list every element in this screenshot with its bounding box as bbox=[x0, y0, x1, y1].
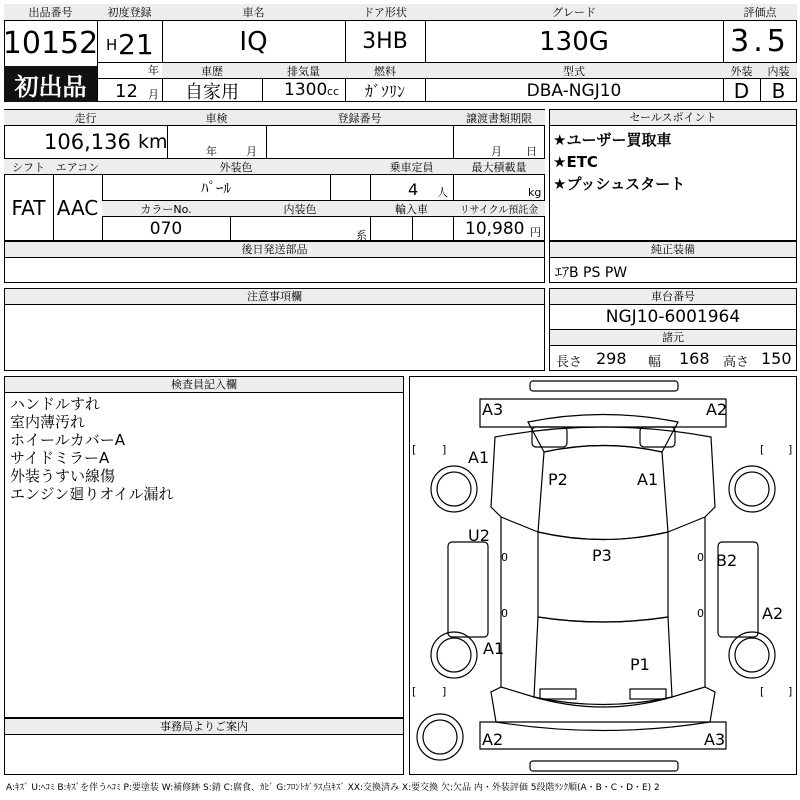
lot-number-label: 出品番号 bbox=[4, 4, 97, 20]
bracket-mark: [ bbox=[412, 685, 417, 698]
score-label: 評価点 bbox=[723, 4, 797, 20]
interior-color-unit: 系 bbox=[356, 229, 367, 242]
dimensions-label: 諸元 bbox=[550, 330, 796, 346]
interior-color-label: 内装色 bbox=[230, 201, 370, 216]
aircon-value: AAC bbox=[56, 196, 99, 220]
damage-mark: P3 bbox=[592, 546, 612, 565]
exterior-color-label: 外装色 bbox=[102, 159, 370, 174]
damage-mark: A2 bbox=[762, 604, 784, 623]
damage-mark: A2 bbox=[482, 730, 504, 749]
sales-point-item: ★ユーザー買取車 bbox=[553, 131, 672, 149]
first-registration-label: 初度登録 bbox=[97, 4, 162, 20]
interior-grade: B bbox=[771, 78, 786, 103]
bracket-mark: [ bbox=[760, 685, 765, 698]
displacement-label: 排気量 bbox=[262, 63, 345, 78]
door-type-label: ドア形状 bbox=[345, 4, 425, 20]
bracket-mark: ] bbox=[442, 685, 447, 698]
equipment-label: 純正装備 bbox=[550, 242, 796, 258]
damage-mark: A3 bbox=[704, 730, 726, 749]
model-label: 型式 bbox=[425, 63, 723, 78]
zero-mark: 0 bbox=[501, 551, 508, 564]
equipment-value: ｴｱB PS PW bbox=[555, 265, 628, 281]
history-label: 車歴 bbox=[162, 63, 262, 78]
mileage-value: 106,136 bbox=[44, 130, 131, 154]
mileage-label: 走行 bbox=[4, 110, 167, 125]
damage-mark: A1 bbox=[468, 448, 490, 467]
sales-point-item: ★プッシュスタート bbox=[553, 175, 686, 193]
car-outline-graphic bbox=[410, 377, 796, 774]
damage-mark: A1 bbox=[483, 639, 505, 658]
displacement-unit: cc bbox=[327, 85, 340, 98]
color-number: 070 bbox=[149, 219, 183, 239]
registration-month: 12 bbox=[115, 81, 138, 102]
zero-mark: 0 bbox=[697, 607, 704, 620]
height-value: 150 bbox=[761, 349, 792, 368]
bracket-mark: ] bbox=[788, 685, 793, 698]
bracket-mark: [ bbox=[412, 443, 417, 456]
shift-value: FAT bbox=[11, 196, 46, 220]
recycle-fee: 10,980 bbox=[465, 219, 525, 239]
import-label: 輸入車 bbox=[370, 201, 453, 216]
shift-label: シフト bbox=[4, 159, 53, 174]
color-number-label: カラーNo. bbox=[102, 201, 230, 216]
car-name-label: 車名 bbox=[162, 4, 345, 20]
notes-label: 注意事項欄 bbox=[5, 289, 544, 305]
vehicle-history: 自家用 bbox=[185, 81, 239, 103]
capacity-label: 乗車定員 bbox=[370, 159, 453, 174]
length-label: 長さ bbox=[556, 355, 583, 370]
damage-mark: U2 bbox=[468, 526, 490, 545]
inspector-note: サイドミラーA bbox=[10, 449, 110, 467]
damage-mark: B2 bbox=[716, 551, 738, 570]
inspection-month-unit: 月 bbox=[246, 145, 257, 158]
recycle-fee-unit: 円 bbox=[530, 226, 541, 239]
office-label: 事務局よりご案内 bbox=[5, 719, 403, 735]
damage-mark: P1 bbox=[630, 655, 650, 674]
interior-label: 内装 bbox=[760, 63, 797, 78]
inspector-note: 室内薄汚れ bbox=[10, 413, 86, 431]
month-unit: 月 bbox=[148, 88, 159, 101]
chassis-label: 車台番号 bbox=[550, 289, 796, 305]
recycle-fee-label: リサイクル預託金 bbox=[453, 201, 545, 216]
inspector-note: エンジン廻りオイル漏れ bbox=[10, 485, 174, 503]
transfer-day-unit: 日 bbox=[526, 145, 537, 158]
sales-point-item: ★ETC bbox=[553, 153, 598, 171]
sales-points-list bbox=[553, 129, 685, 195]
fuel-type: ｶﾞｿﾘﾝ bbox=[364, 82, 405, 101]
length-value: 298 bbox=[596, 349, 627, 368]
inspection-label: 車検 bbox=[167, 110, 266, 125]
damage-mark: A3 bbox=[482, 400, 504, 419]
lot-number: 10152 bbox=[2, 25, 99, 61]
mileage-unit: km bbox=[138, 131, 168, 153]
grade-label: グレード bbox=[425, 4, 723, 20]
car-name: IQ bbox=[239, 26, 268, 57]
sales-points-label: セールスポイント bbox=[550, 110, 796, 126]
fuel-label: 燃料 bbox=[345, 63, 425, 78]
chassis-number: NGJ10-6001964 bbox=[605, 307, 741, 327]
aircon-label: エアコン bbox=[53, 159, 102, 174]
bracket-mark: ] bbox=[442, 443, 447, 456]
damage-mark: A1 bbox=[637, 470, 659, 489]
era-letter: H bbox=[106, 36, 118, 54]
evaluation-score: 3.5 bbox=[730, 24, 790, 59]
registration-year: 21 bbox=[118, 28, 154, 61]
zero-mark: 0 bbox=[697, 551, 704, 564]
capacity-value: 4 bbox=[408, 180, 419, 199]
height-label: 高さ bbox=[723, 355, 750, 370]
width-label: 幅 bbox=[648, 355, 662, 370]
capacity-unit: 人 bbox=[437, 186, 448, 199]
model-code: DBA-NGJ10 bbox=[526, 80, 622, 101]
car-diagram bbox=[409, 376, 797, 775]
exterior-color-value: ﾊﾟｰﾙ bbox=[200, 179, 231, 197]
transfer-deadline-label: 譲渡書類期限 bbox=[453, 110, 545, 125]
width-value: 168 bbox=[679, 349, 710, 368]
zero-mark: 0 bbox=[501, 607, 508, 620]
door-type: 3HB bbox=[362, 29, 408, 54]
legend-text: A:ｷｽﾞ U:ﾍｺﾐ B:ｷｽﾞを伴うﾍｺﾐ P:要塗装 W:補修跡 S:錆 C:腐食、ｶﾋﾞ G:ﾌﾛﾝﾄｶﾞﾗｽ点ｷｽﾞ XX:交換済み X:要交換 欠:欠品 内・外装評価 5段階ﾗﾝｸ順(A・B・C・D・E) 2 bbox=[6, 783, 660, 793]
displacement: 1300 bbox=[284, 80, 328, 100]
damage-mark: A2 bbox=[706, 400, 728, 419]
inspection-year-unit: 年 bbox=[206, 145, 217, 158]
exterior-label: 外装 bbox=[723, 63, 760, 78]
inspector-note: 外装うすい線傷 bbox=[10, 467, 116, 485]
year-unit: 年 bbox=[148, 64, 159, 77]
grade: 130G bbox=[539, 26, 609, 57]
inspector-label: 検査員記入欄 bbox=[5, 377, 403, 393]
first-listing-badge: 初出品 bbox=[4, 66, 97, 102]
inspector-note: ハンドルすれ bbox=[10, 395, 101, 413]
registration-number-label: 登録番号 bbox=[266, 110, 453, 125]
inspector-notes bbox=[10, 395, 174, 503]
exterior-grade: D bbox=[733, 78, 750, 103]
bracket-mark: [ bbox=[760, 443, 765, 456]
later-parts-label: 後日発送部品 bbox=[5, 242, 544, 258]
transfer-month-unit: 月 bbox=[491, 145, 502, 158]
bracket-mark: ] bbox=[788, 443, 793, 456]
damage-mark: P2 bbox=[548, 470, 568, 489]
max-load-label: 最大積載量 bbox=[453, 159, 545, 174]
inspector-note: ホイールカバーA bbox=[10, 431, 125, 449]
load-unit: kg bbox=[528, 186, 542, 199]
